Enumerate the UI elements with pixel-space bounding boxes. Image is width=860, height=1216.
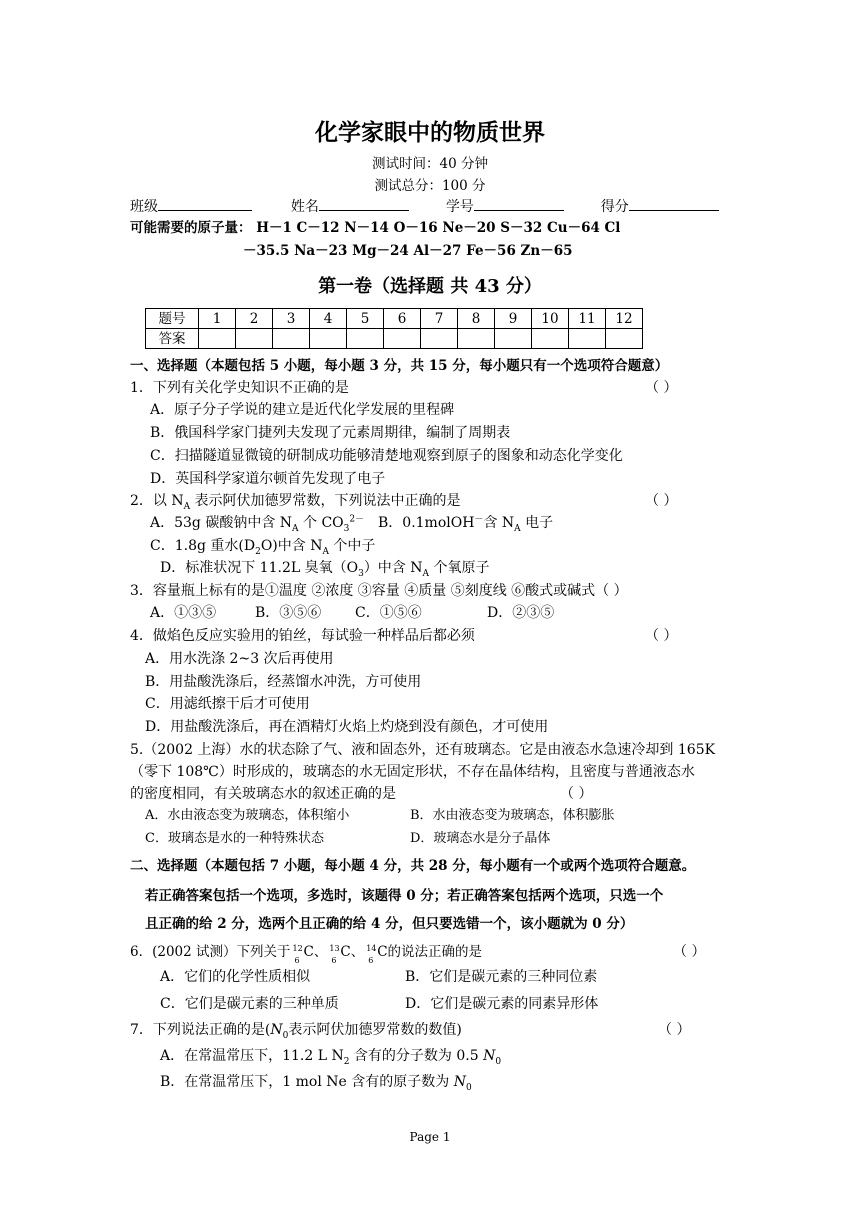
atomic-mass-line2: －35.5 Na－23 Mg－24 Al－27 Fe－56 Zn－65 [243,243,573,259]
class-label: 班级 [130,199,158,215]
score-label: 得分 [600,199,629,215]
page-title: 化学家眼中的物质世界 [315,119,545,146]
q4-option-b: B．用盐酸洗涤后，经蒸馏水冲洗，方可使用 [145,674,422,690]
q1-paren: （ ） [645,380,678,396]
isotope-c13: 13 6 [329,944,340,965]
isotope-c14: 14 6 [366,944,377,965]
q1-option-b: B．俄国科学家门捷列夫发现了元素周期律，编制了周期表 [150,425,511,441]
answer-cell[interactable] [569,329,606,349]
q7-stem: 7．下列说法正确的是($N_0$表示阿伏加德罗常数的数值) [130,1022,462,1041]
q5-option-b: B．水由液态变为玻璃态，体积膨胀 [410,808,615,823]
table-cell-number: 7 [421,309,458,329]
q7-option-b: B．在常温常压下，1 mol Ne 含有的原子数为 $N_0$ [160,1074,472,1093]
q2-stem: 2．以 $N_A$ 表示阿伏加德罗常数，下列说法中正确的是 [130,493,461,512]
q3-option-a: A．①③⑤ [150,605,217,621]
q5-option-d: D．玻璃态水是分子晶体 [410,831,551,846]
q4-paren: （ ） [645,628,678,644]
answer-cell[interactable] [273,329,310,349]
q6-option-d: D．它们是碳元素的同素异形体 [405,996,599,1012]
answer-cell[interactable] [421,329,458,349]
q5-option-c: C．玻璃态是水的一种特殊状态 [145,831,324,846]
table-cell-number: 10 [532,309,569,329]
q4-option-c: C．用滤纸擦干后才可使用 [145,696,310,712]
table-cell-number: 2 [236,309,273,329]
part1-title: 第一卷（选择题 共 43 分） [318,276,542,297]
q3-option-d: D．②③⑤ [487,605,555,621]
section2-line2: 若正确答案包括一个选项，多选时，该题得 0 分；若正确答案包括两个选项，只选一个 [145,888,664,904]
score-blank [629,196,719,211]
q1-option-a: A．原子分子学说的建立是近代化学发展的里程碑 [150,402,455,418]
q6-option-a: A．它们的化学性质相似 [160,969,311,985]
answer-cell[interactable] [347,329,384,349]
table-cell-number: 8 [458,309,495,329]
answer-cell[interactable] [495,329,532,349]
q3-option-c: C．①⑤⑥ [355,605,422,621]
q2-paren: （ ） [645,493,678,509]
table-row-answers [146,329,643,349]
q2-option-d: D．标准状况下 11.2L 臭氧$(O_3)$中含 $N_A$ 个氧原子 [160,560,490,579]
q4-option-d: D．用盐酸洗涤后，再在酒精灯火焰上灼烧到没有颜色，才可使用 [145,719,549,735]
answer-table [145,308,643,349]
section2-line1: 二、选择题（本题包括 7 小题，每小题 4 分，共 28 分，每小题有一个或两个选项符合题意。 [130,858,696,874]
isotope-c12: 12 6 [292,944,303,965]
answer-cell[interactable] [532,329,569,349]
q1-stem: 1．下列有关化学史知识不正确的是 [130,380,349,396]
q7-option-a: A．在常温常压下，11.2 L $N_2$ 含有的分子数为 0.5 $N_0$ [160,1048,502,1067]
q4-stem: 4．做焰色反应实验用的铂丝，每试验一种样品后都必须 [130,628,475,644]
page-footer: Page 1 [409,1130,451,1144]
atomic-mass-line1: 可能需要的原子量： H－1 C－12 N－14 O－16 Ne－20 S－32 Cu－64 Cl [130,220,621,236]
q5-paren: （ ） [560,786,593,802]
q2-option-b: B．0.1molOH－含 $N_A$ 电子 [378,514,554,534]
answer-cell[interactable] [458,329,495,349]
q2-option-a: A．53g 碳酸钠中含 $N_A$ 个 $CO_3^{2-}$ [150,514,365,534]
answer-cell[interactable] [310,329,347,349]
info-line [130,196,719,217]
table-row-numbers [146,309,643,329]
table-header-number: 题号 [146,309,199,329]
answer-cell[interactable] [199,329,236,349]
section2-line3: 且正确的给 2 分，选两个且正确的给 4 分，但只要选错一个，该小题就为 0 分） [145,916,634,932]
answer-cell[interactable] [384,329,421,349]
table-cell-number: 12 [606,309,643,329]
name-blank [319,196,409,211]
table-cell-number: 5 [347,309,384,329]
answer-cell[interactable] [606,329,643,349]
q5-line2: （零下 108℃）时形成的，玻璃态的水无固定形状，不存在晶体结构，且密度与普通液态水 [130,764,695,780]
q6-paren: （ ） [673,944,706,960]
q4-option-a: A．用水洗涤 2~3 次后再使用 [145,651,334,667]
q5-option-a: A．水由液态变为玻璃态，体积缩小 [145,808,350,823]
test-total: 测试总分：100 分 [374,178,486,194]
table-cell-number: 4 [310,309,347,329]
q1-option-d: D．英国科学家道尔顿首先发现了电子 [150,471,386,487]
answer-cell[interactable] [236,329,273,349]
q5-line1: 5.（2002 上海）水的状态除了气、液和固态外，还有玻璃态。它是由液态水急速冷却到 165K [130,742,716,758]
table-cell-number: 6 [384,309,421,329]
q1-option-c: C．扫描隧道显微镜的研制成功能够清楚地观察到原子的图象和动态化学变化 [150,448,623,464]
q5-line3: 的密度相同，有关玻璃态水的叙述正确的是 [130,786,396,802]
table-cell-number: 3 [273,309,310,329]
q2-option-c: C．1.8g 重水$(D_2O)$中含 $N_A$ 个中子 [150,538,376,557]
table-cell-number: 9 [495,309,532,329]
q7-paren: （ ） [658,1022,691,1038]
q6-option-c: C．它们是碳元素的三种单质 [160,996,339,1012]
section1-header: 一、选择题（本题包括 5 小题，每小题 3 分，共 15 分，每小题只有一个选项符合题意） [130,358,669,374]
class-blank [158,196,252,211]
q3-stem: 3．容量瓶上标有的是①温度 ②浓度 ③容量 ④质量 ⑤刻度线 ⑥酸式或碱式（ ） [130,583,628,599]
table-cell-number: 1 [199,309,236,329]
q3-option-b: B．③⑤⑥ [255,605,322,621]
test-time: 测试时间：40 分钟 [372,156,488,172]
id-blank [474,196,564,211]
q6-stem: 6．(2002 试测）下列关于 12 6 C、 13 6 C、 14 6 C的说法正确的是 [130,944,483,965]
id-label: 学号 [445,199,474,215]
table-header-answer: 答案 [146,329,199,349]
name-label: 姓名 [290,199,319,215]
q6-option-b: B．它们是碳元素的三种同位素 [405,969,598,985]
table-cell-number: 11 [569,309,606,329]
